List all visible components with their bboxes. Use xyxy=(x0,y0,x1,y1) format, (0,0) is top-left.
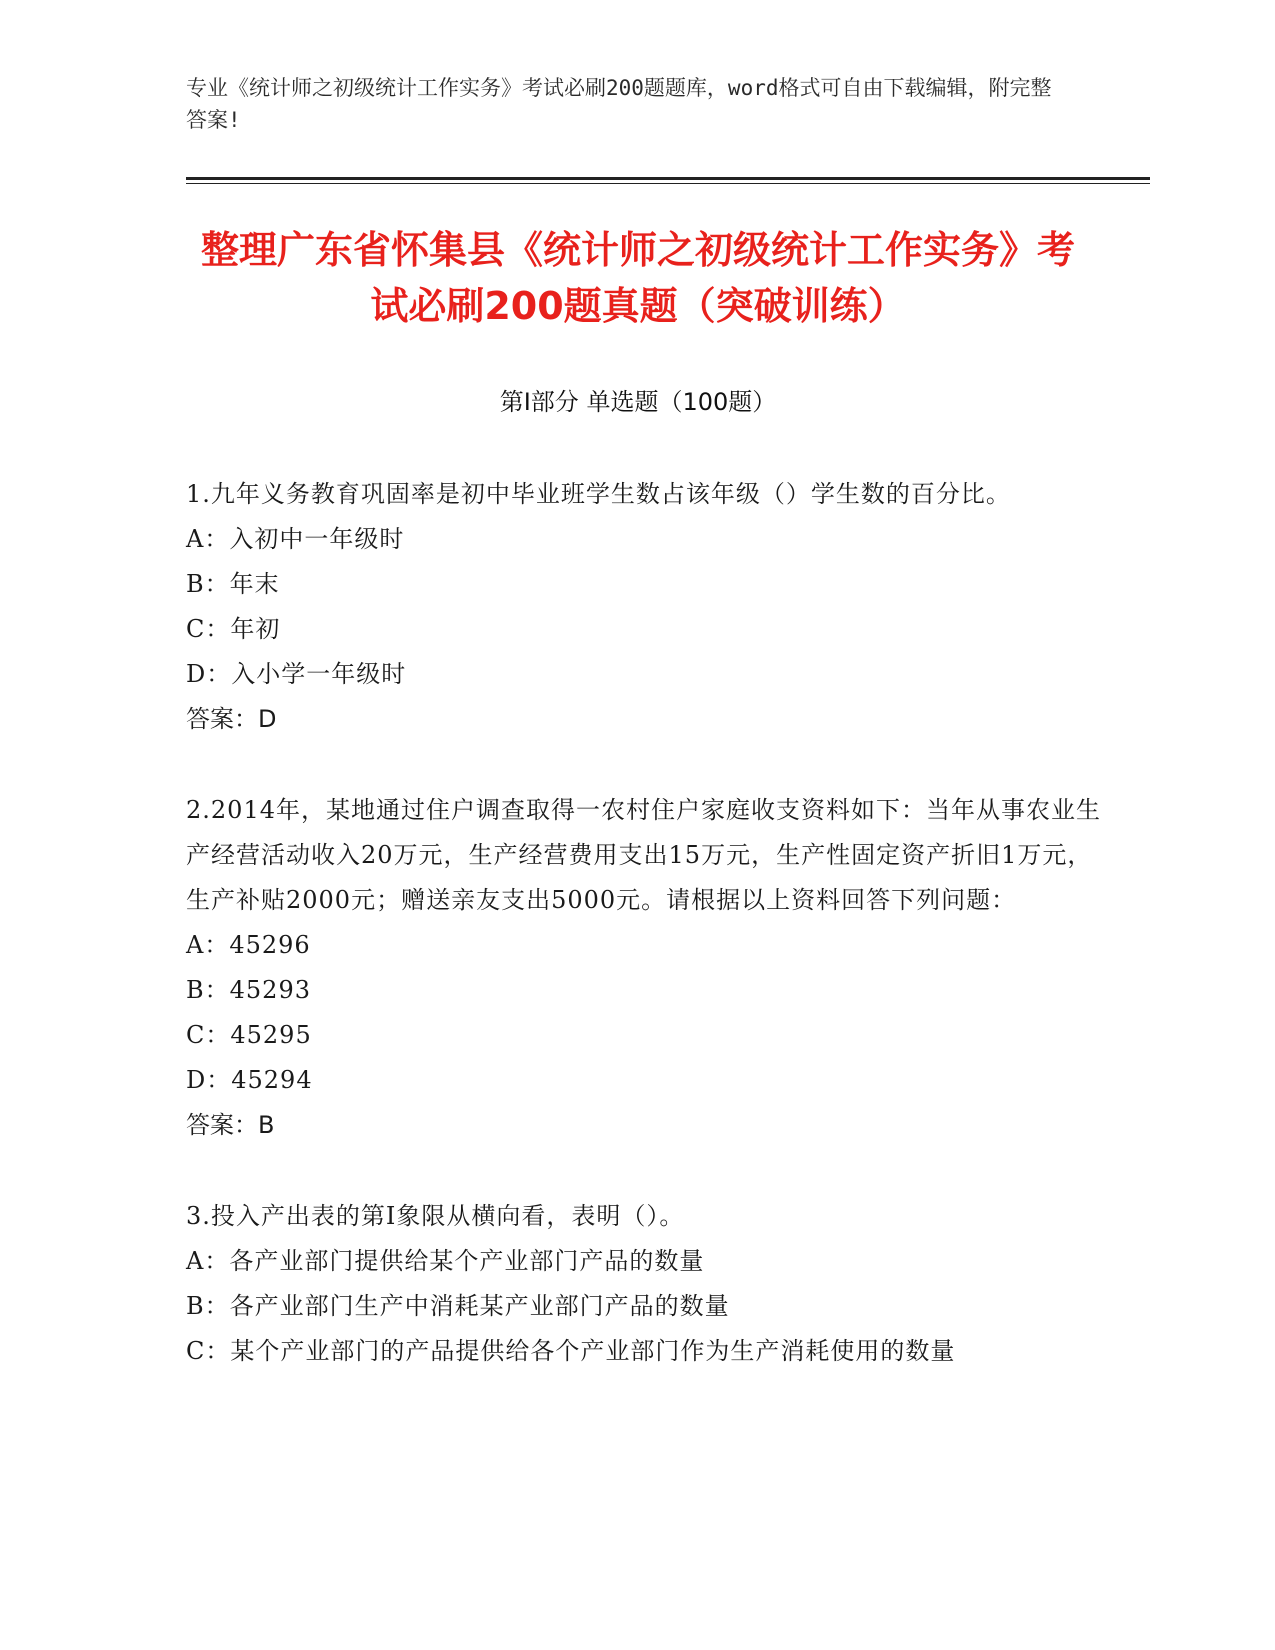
option-c: C：45295 xyxy=(186,1021,312,1049)
option-a: A：各产业部门提供给某个产业部门产品的数量 xyxy=(186,1247,705,1275)
question-2 xyxy=(186,788,1106,1148)
question-1 xyxy=(186,472,1106,742)
option-a: A：45296 xyxy=(186,931,311,959)
header-note: 专业《统计师之初级统计工作实务》考试必刷200题题库，word格式可自由下载编辑，附完整答案! xyxy=(186,76,1052,132)
option-b: B：45293 xyxy=(186,976,311,1004)
header-divider-thin xyxy=(186,183,1150,184)
option-d: D：入小学一年级时 xyxy=(186,660,407,688)
option-b: B：各产业部门生产中消耗某产业部门产品的数量 xyxy=(186,1292,730,1320)
option-a: A：入初中一年级时 xyxy=(186,525,405,553)
answer: 答案：D xyxy=(186,705,277,733)
header-divider-thick xyxy=(186,177,1150,180)
question-list xyxy=(186,472,1106,1374)
option-d: D：45294 xyxy=(186,1066,313,1094)
question-3 xyxy=(186,1194,1106,1374)
answer: 答案：B xyxy=(186,1111,275,1139)
question-stem: 3.投入产出表的第Ⅰ象限从横向看，表明（）。 xyxy=(186,1202,685,1230)
question-stem: 1.九年义务教育巩固率是初中毕业班学生数占该年级（）学生数的百分比。 xyxy=(186,480,1011,508)
option-c: C：年初 xyxy=(186,615,281,643)
option-c: C：某个产业部门的产品提供给各个产业部门作为生产消耗使用的数量 xyxy=(186,1337,956,1365)
section-title: 第I部分 单选题（100题） xyxy=(499,388,777,416)
option-b: B：年末 xyxy=(186,570,280,598)
document-title: 整理广东省怀集县《统计师之初级统计工作实务》考试必刷200题真题（突破训练） xyxy=(200,228,1075,328)
question-stem: 2.2014年，某地通过住户调查取得一农村住户家庭收支资料如下：当年从事农业生产经营活动收入20万元，生产经营费用支出15万元，生产性固定资产折旧1万元，生产补贴2000元；赠送亲友支出5000元。请根据以上资料回答下列问题： xyxy=(186,796,1101,914)
